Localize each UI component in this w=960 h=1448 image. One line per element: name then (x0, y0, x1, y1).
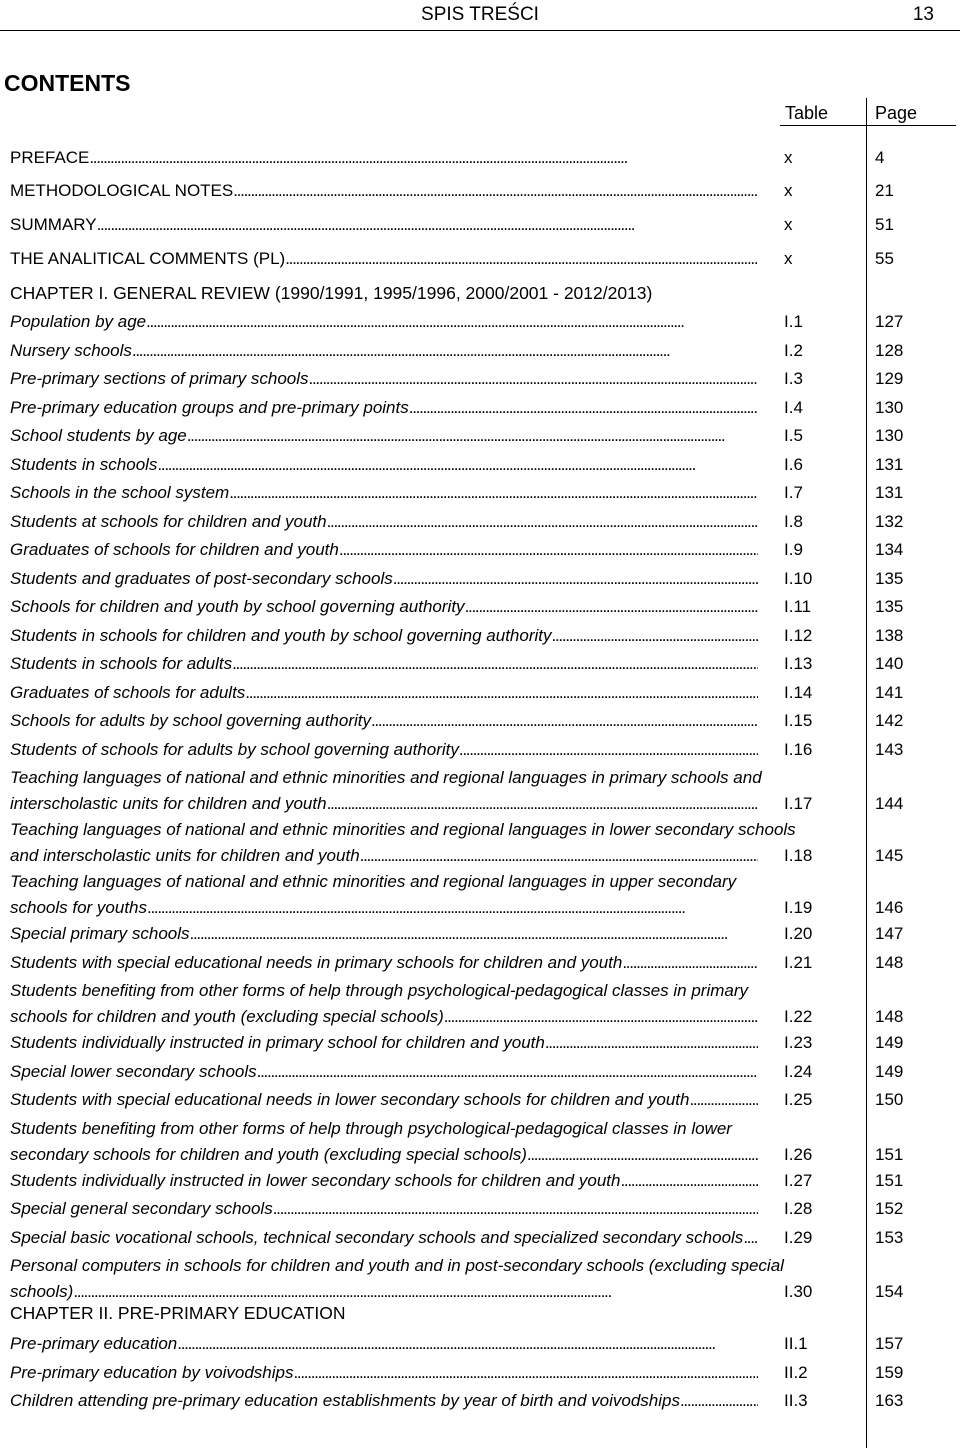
toc-entry-title: Special basic vocational schools, technical secondary schools and specialized secondary schools (10, 1227, 744, 1247)
toc-entry-text (10, 566, 758, 592)
page-number-ref: 148 (875, 1007, 904, 1026)
toc-entry-text (10, 509, 758, 535)
table-number: I.30 (784, 1282, 813, 1301)
dot-leader (190, 921, 758, 947)
table-number: I.23 (784, 1033, 813, 1052)
toc-entry-row (10, 145, 960, 171)
toc-entry-text (10, 680, 758, 706)
dot-leader (132, 338, 758, 364)
dot-leader (465, 594, 758, 620)
toc-entry[interactable] (10, 246, 960, 272)
toc-entry-title-line1: Students benefiting from other forms of help through psychological-pedagogical classes in lower (10, 1118, 732, 1138)
toc-entry[interactable] (10, 1168, 960, 1194)
table-number: I.14 (784, 682, 813, 702)
page-number-ref: 159 (875, 1362, 904, 1382)
toc-entry-text (10, 791, 758, 817)
dot-leader (620, 1168, 758, 1194)
toc-entry-row (10, 1279, 960, 1305)
page-number-ref: 141 (875, 682, 904, 702)
page-number-ref: 154 (875, 1282, 904, 1301)
toc-entry-title: School students by age (10, 426, 187, 445)
dot-leader (327, 791, 758, 817)
page-number-ref: 128 (875, 340, 904, 360)
header-rule (0, 30, 960, 31)
toc-entry-row (10, 537, 960, 563)
table-number: x (784, 249, 793, 268)
toc-entry[interactable] (10, 1331, 960, 1357)
page-number-ref: 147 (875, 924, 904, 943)
toc-entry[interactable] (10, 765, 960, 817)
toc-entry[interactable] (10, 680, 960, 706)
chapter-title: CHAPTER I. GENERAL REVIEW (1990/1991, 1995/1996, 2000/2001 - 2012/2013) (10, 283, 653, 303)
toc-entry-title: Pre-primary sections of primary schools (10, 369, 309, 388)
toc-entry-row (10, 651, 960, 677)
toc-entry-title: schools for children and youth (excluding special schools) (10, 1007, 444, 1026)
toc-entry[interactable] (10, 452, 960, 478)
page-number-ref: 132 (875, 511, 904, 531)
toc-entry-text (10, 1196, 758, 1222)
dot-leader (147, 895, 758, 921)
table-number: x (784, 215, 793, 234)
page-number-ref: 55 (875, 249, 894, 268)
page-number-ref: 127 (875, 312, 904, 331)
table-number: I.2 (784, 340, 803, 360)
toc-entry[interactable] (10, 423, 960, 449)
toc-entry-row (10, 1360, 960, 1386)
dot-leader (229, 480, 758, 506)
page-number-ref: 151 (875, 1144, 904, 1164)
toc-entry-row (10, 395, 960, 421)
toc-entry[interactable] (10, 1225, 960, 1251)
dot-leader (89, 145, 758, 171)
toc-entry-title: Graduates of schools for adults (10, 682, 246, 702)
table-number: I.9 (784, 540, 803, 559)
page-number-ref: 151 (875, 1170, 904, 1190)
toc-entry-title: Students individually instructed in lower secondary schools for children and youth (10, 1170, 621, 1190)
contents-title: CONTENTS (4, 70, 131, 96)
toc-entry-row (10, 791, 960, 817)
toc-entry-title: Pre-primary education groups and pre-primary points (10, 397, 409, 417)
toc-entry[interactable] (10, 537, 960, 563)
toc-entry-title: Students individually instructed in primary school for children and youth (10, 1033, 545, 1052)
toc-entry[interactable] (10, 212, 960, 238)
toc-entry-text (10, 212, 758, 238)
table-number: I.16 (784, 739, 813, 759)
dot-leader (285, 246, 758, 272)
toc-entry-text (10, 246, 758, 272)
table-number: I.5 (784, 426, 803, 445)
page-number-ref: 130 (875, 426, 904, 445)
toc-entry-title: Schools for adults by school governing authority (10, 711, 371, 730)
toc-entry-title: secondary schools for children and youth (excluding special schools) (10, 1144, 527, 1164)
page-number-ref: 134 (875, 540, 904, 559)
toc-entry-title-line1: Teaching languages of national and ethnic minorities and regional languages in upper secondary (10, 872, 737, 891)
toc-entry-text (10, 1360, 758, 1386)
toc-entry-text (10, 737, 758, 763)
toc-entry-row (10, 509, 960, 535)
toc-entry-text (10, 1030, 758, 1056)
toc-entry[interactable] (10, 480, 960, 506)
toc-entry-title: Special primary schools (10, 924, 190, 943)
toc-entry-row (10, 1388, 960, 1414)
toc-entry-title: Children attending pre-primary education establishments by year of birth and voivodships (10, 1391, 680, 1410)
toc-entry[interactable] (10, 950, 960, 976)
toc-entry-text (10, 1388, 758, 1414)
dot-leader (339, 537, 758, 563)
dot-leader (459, 737, 758, 763)
dot-leader (232, 651, 758, 677)
page-number-ref: 146 (875, 898, 904, 917)
dot-leader (273, 1196, 758, 1222)
toc-entry-row (10, 594, 960, 620)
toc-entry-text (10, 309, 758, 335)
table-number: I.3 (784, 369, 803, 388)
dot-leader (545, 1030, 758, 1056)
toc-entry[interactable] (10, 366, 960, 392)
toc-entry-title: SUMMARY (10, 215, 97, 234)
toc-entry-text (10, 1331, 758, 1357)
dot-leader (393, 566, 758, 592)
page-number-ref: 129 (875, 369, 904, 388)
table-number: I.26 (784, 1144, 813, 1164)
toc-entry-text (10, 623, 758, 649)
toc-entry-title: Students and graduates of post-secondary schools (10, 568, 393, 588)
toc-entry-title: Students of schools for adults by school governing authority (10, 739, 459, 759)
toc-entry-title: interscholastic units for children and youth (10, 794, 327, 813)
page-number-ref: 138 (875, 625, 904, 645)
toc-entry-row (10, 1168, 960, 1194)
page-number-ref: 51 (875, 215, 894, 234)
toc-entry[interactable] (10, 594, 960, 620)
table-number: I.28 (784, 1199, 813, 1218)
dot-leader (233, 178, 758, 204)
toc-entry-row (10, 1004, 960, 1030)
toc-entry[interactable] (10, 1116, 960, 1168)
toc-entry-text (10, 366, 758, 392)
toc-entry-text (10, 594, 758, 620)
page-number-ref: 149 (875, 1061, 904, 1081)
toc-entry-title: Population by age (10, 312, 147, 331)
dot-leader (157, 452, 758, 478)
page-number-ref: 145 (875, 846, 904, 865)
toc-entry-row (10, 737, 960, 763)
column-header-page: Page (875, 103, 918, 123)
toc-entry-title: Pre-primary education by voivodships (10, 1362, 294, 1382)
toc-entry-row (10, 680, 960, 706)
toc-entry[interactable] (10, 178, 960, 204)
toc-entry-title: METHODOLOGICAL NOTES (10, 181, 234, 200)
toc-entry[interactable] (10, 566, 960, 592)
dot-leader (371, 708, 758, 734)
page-number-ref: 149 (875, 1033, 904, 1052)
page-number-ref: 150 (875, 1090, 904, 1109)
page-number-ref: 143 (875, 739, 904, 759)
toc-entry[interactable] (10, 817, 960, 869)
toc-entry[interactable] (10, 309, 960, 335)
toc-entry[interactable] (10, 509, 960, 535)
toc-entry-text (10, 537, 758, 563)
toc-entry-title: Students with special educational needs in primary schools for children and youth (10, 952, 623, 972)
toc-entry-text (10, 651, 758, 677)
toc-entry-title: THE ANALITICAL COMMENTS (PL) (10, 249, 286, 268)
toc-entry-text (10, 843, 758, 869)
table-number: I.7 (784, 483, 803, 502)
page-number-ref: 131 (875, 483, 904, 502)
page-number-ref: 157 (875, 1334, 904, 1353)
page-number-ref: 130 (875, 397, 904, 417)
dot-leader (444, 1004, 758, 1030)
toc-entry-row (10, 1059, 960, 1085)
dot-leader (743, 1225, 758, 1251)
dot-leader (622, 950, 758, 976)
toc-entry-row (10, 338, 960, 364)
toc-entry-row (10, 423, 960, 449)
table-number: I.15 (784, 711, 813, 730)
toc-entry[interactable] (10, 1030, 960, 1056)
dot-leader (245, 680, 758, 706)
toc-entry[interactable] (10, 1196, 960, 1222)
toc-entry-text (10, 1004, 758, 1030)
toc-entry-title-line1: Teaching languages of national and ethnic minorities and regional languages in lower secondary schools (10, 820, 796, 839)
page-number-ref: 163 (875, 1391, 904, 1410)
toc-entry[interactable] (10, 395, 960, 421)
running-header (0, 0, 960, 30)
toc-entry-text (10, 452, 758, 478)
page-number-ref: 4 (875, 148, 885, 167)
toc-entry-row (10, 480, 960, 506)
page-number-ref: 153 (875, 1227, 904, 1247)
table-number: I.13 (784, 654, 813, 673)
toc-entry-title-line1: Teaching languages of national and ethnic minorities and regional languages in primary schools and (10, 768, 762, 787)
toc-entry-text (10, 1225, 758, 1251)
toc-entry-row (10, 452, 960, 478)
toc-entry-row (10, 623, 960, 649)
table-number: I.20 (784, 924, 813, 943)
page-number-ref: 21 (875, 181, 894, 200)
toc-entry[interactable] (10, 869, 960, 921)
toc-entry[interactable] (10, 708, 960, 734)
dot-leader (146, 309, 758, 335)
table-number: I.24 (784, 1061, 813, 1081)
toc-entry-row (10, 1087, 960, 1113)
toc-entry-text (10, 1142, 758, 1168)
dot-leader (527, 1142, 758, 1168)
dot-leader (689, 1087, 758, 1113)
toc-entry-row (10, 708, 960, 734)
dot-leader (409, 395, 758, 421)
table-number: I.1 (784, 312, 803, 331)
dot-leader (360, 843, 758, 869)
dot-leader (293, 1360, 758, 1386)
toc-entry-row (10, 1331, 960, 1357)
toc-entry-row (10, 1196, 960, 1222)
toc-entry-text (10, 1087, 758, 1113)
toc-entry-text (10, 178, 758, 204)
page-number: 13 (912, 4, 934, 25)
running-header-title: SPIS TREŚCI (421, 4, 539, 25)
toc-entry-row (10, 950, 960, 976)
table-number: I.11 (784, 597, 812, 616)
dot-leader (187, 423, 758, 449)
toc-entry-title: Graduates of schools for children and youth (10, 540, 339, 559)
toc-entry[interactable] (10, 737, 960, 763)
table-number: x (784, 181, 793, 200)
table-number: I.22 (784, 1007, 813, 1026)
toc-entry[interactable] (10, 1087, 960, 1113)
toc-entry-title: PREFACE (10, 148, 90, 167)
table-number: x (784, 148, 793, 167)
toc-entry-row (10, 1030, 960, 1056)
toc-entry-row (10, 178, 960, 204)
table-number: I.18 (784, 846, 813, 865)
dot-leader (177, 1331, 758, 1357)
dot-leader (73, 1279, 758, 1305)
page-number-ref: 135 (875, 568, 904, 588)
toc-entry[interactable] (10, 1253, 960, 1305)
toc-entry-text (10, 1279, 758, 1305)
toc-entry-row (10, 921, 960, 947)
column-header-rule (780, 125, 956, 126)
toc-entry[interactable] (10, 921, 960, 947)
table-number: I.12 (784, 625, 813, 645)
toc-entry-row (10, 366, 960, 392)
toc-entry-title: Students in schools (10, 454, 158, 474)
page-number-ref: 135 (875, 597, 904, 616)
toc-entry-title: Nursery schools (10, 340, 132, 360)
toc-entry-row (10, 309, 960, 335)
toc-entry-title: Students with special educational needs in lower secondary schools for children and youth (10, 1090, 690, 1109)
toc-entry-title: schools for youths (10, 898, 148, 917)
toc-entry-text (10, 1168, 758, 1194)
table-number: II.2 (784, 1362, 808, 1382)
toc-entry-text (10, 950, 758, 976)
table-number: I.4 (784, 397, 803, 417)
toc-entry-title: Students in schools for children and youth by school governing authority (10, 625, 552, 645)
toc-entry[interactable] (10, 1360, 960, 1386)
table-number: I.29 (784, 1227, 813, 1247)
toc-entry-text (10, 145, 758, 171)
table-number: I.10 (784, 568, 813, 588)
table-number: I.25 (784, 1090, 813, 1109)
dot-leader (552, 623, 759, 649)
toc-entry-text (10, 395, 758, 421)
page-number-ref: 148 (875, 952, 904, 972)
toc-entry[interactable] (10, 623, 960, 649)
toc-entry-row (10, 566, 960, 592)
toc-entry-title-line1: Students benefiting from other forms of help through psychological-pedagogical classes in primary (10, 981, 749, 1000)
toc-entry[interactable] (10, 1059, 960, 1085)
dot-leader (257, 1059, 758, 1085)
toc-entry-title: Schools in the school system (10, 483, 230, 502)
toc-entry-text (10, 423, 758, 449)
toc-entry[interactable] (10, 338, 960, 364)
toc-entry-text (10, 708, 758, 734)
table-number: I.17 (784, 794, 813, 813)
toc-entry-title: Pre-primary education (10, 1334, 178, 1353)
toc-entry-row (10, 1142, 960, 1168)
table-number: I.27 (784, 1170, 813, 1190)
dot-leader (309, 366, 758, 392)
toc-entry[interactable] (10, 978, 960, 1030)
page-number-ref: 140 (875, 654, 904, 673)
toc-entry-text (10, 921, 758, 947)
toc-entry-title: Students at schools for children and youth (10, 511, 327, 531)
dot-leader (97, 212, 758, 238)
dot-leader (680, 1388, 758, 1414)
toc-entry-title: Special general secondary schools (10, 1199, 273, 1218)
chapter-title: CHAPTER II. PRE-PRIMARY EDUCATION (10, 1303, 346, 1323)
page-number-ref: 142 (875, 711, 904, 730)
toc-entry-row (10, 246, 960, 272)
column-header-table: Table (785, 103, 829, 123)
page-number-ref: 144 (875, 794, 904, 813)
toc-entry-title: schools) (10, 1282, 74, 1301)
page-number-ref: 152 (875, 1199, 904, 1218)
toc-entry-row (10, 212, 960, 238)
table-number: I.21 (784, 952, 813, 972)
table-number: II.3 (784, 1391, 808, 1410)
table-number: I.19 (784, 898, 813, 917)
table-number: II.1 (784, 1334, 808, 1353)
toc-entry-title: Students in schools for adults (10, 654, 233, 673)
toc-entry-row (10, 895, 960, 921)
toc-entry-row (10, 1225, 960, 1251)
page-number-ref: 131 (875, 454, 904, 474)
toc-entry-text (10, 338, 758, 364)
toc-entry[interactable] (10, 651, 960, 677)
toc-entry-text (10, 1059, 758, 1085)
table-number: I.6 (784, 454, 803, 474)
dot-leader (327, 509, 758, 535)
toc-entry[interactable] (10, 145, 960, 171)
toc-entry-row (10, 843, 960, 869)
toc-entry-title: and interscholastic units for children and youth (10, 846, 360, 865)
toc-entry-title-line1: Personal computers in schools for children and youth and in post-secondary schools (excluding special (10, 1256, 784, 1275)
toc-entry[interactable] (10, 1388, 960, 1414)
toc-entry-text (10, 480, 758, 506)
toc-entry-title: Schools for children and youth by school governing authority (10, 597, 465, 616)
toc-entry-text (10, 895, 758, 921)
toc-entry-title: Special lower secondary schools (10, 1061, 257, 1081)
table-number: I.8 (784, 511, 803, 531)
